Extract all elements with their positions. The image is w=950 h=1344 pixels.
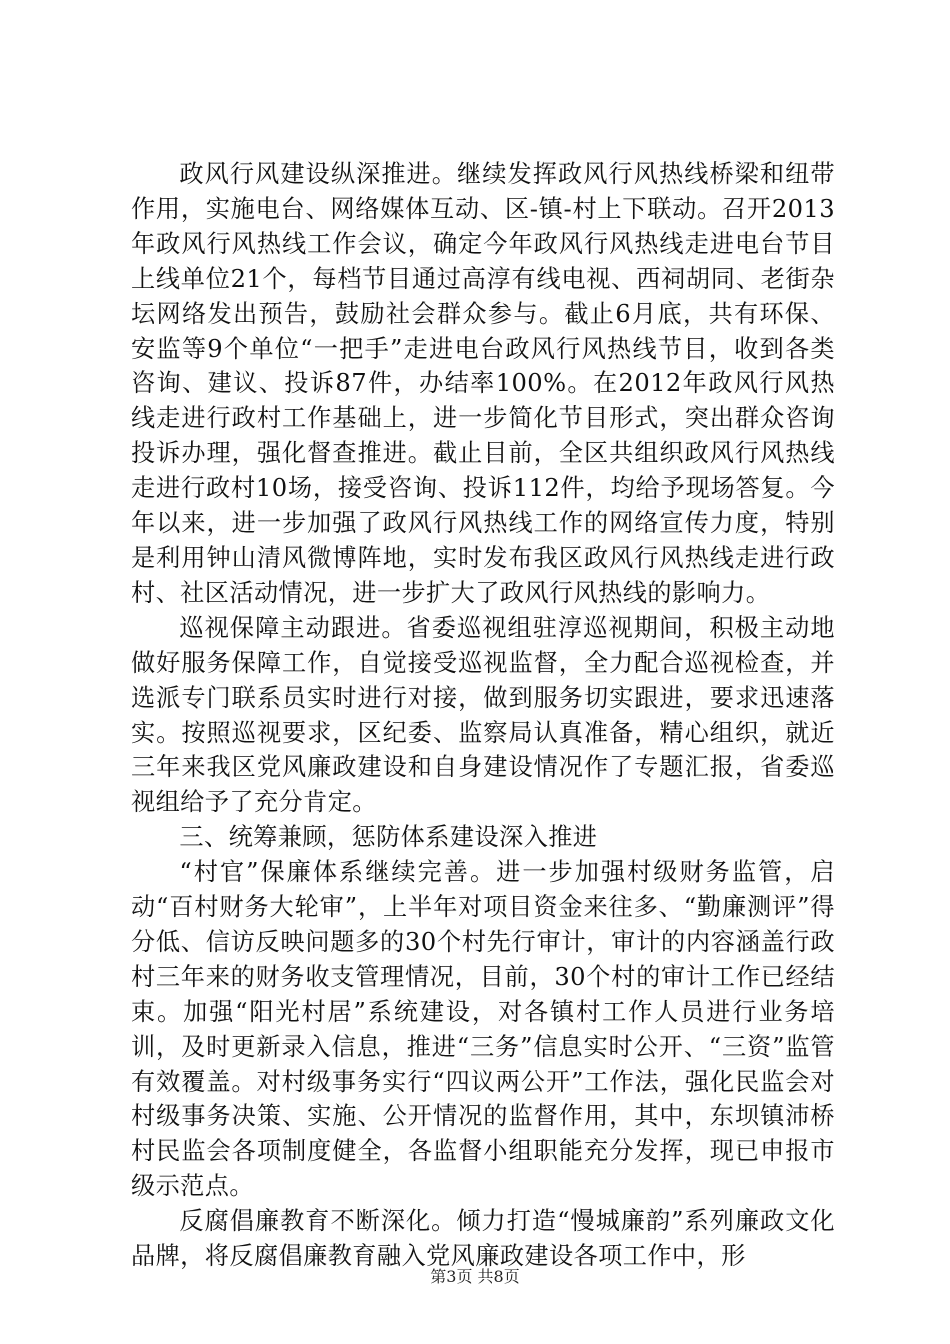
document-body	[131, 157, 835, 1274]
paragraph-style-hotline: 政风行风建设纵深推进。继续发挥政风行风热线桥梁和纽带作用，实施电台、网络媒体互动、区-镇-村上下联动。召开2013年政风行风热线工作会议，确定今年政风行风热线走进电台节目上线单位21个，每档节目通过高淳有线电视、西祠胡同、老街杂坛网络发出预告，鼓励社会群众参与。截止6月底，共有环保、安监等9个单位“一把手”走进电台政风行风热线节目，收到各类咨询、建议、投诉87件，办结率100%。在2012年政风行风热线走进行政村工作基础上，进一步简化节目形式，突出群众咨询投诉办理，强化督查推进。截止目前，全区共组织政风行风热线走进行政村10场，接受咨询、投诉112件，均给予现场答复。今年以来，进一步加强了政风行风热线工作的网络宣传力度，特别是利用钟山清风微博阵地，实时发布我区政风行风热线走进行政村、社区活动情况，进一步扩大了政风行风热线的影响力。	[131, 160, 835, 607]
section-heading: 三、统筹兼顾，惩防体系建设深入推进	[179, 823, 598, 852]
page-number: 第3页 共8页	[430, 1267, 520, 1286]
paragraph-village-officials: “村官”保廉体系继续完善。进一步加强村级财务监管，启动“百村财务大轮审”，上半年对项目资金来往多、“勤廉测评”得分低、信访反映问题多的30个村先行审计，审计的内容涵盖行政村三年来的财务收支管理情况，目前，30个村的审计工作已经结束。加强“阳光村居”系统建设，对各镇村工作人员进行业务培训，及时更新录入信息，推进“三务”信息实时公开、“三资”监管有效覆盖。对村级事务实行“四议两公开”工作法，强化民监会对村级事务决策、实施、公开情况的监督作用，其中，东坝镇沛桥村民监会各项制度健全，各监督小组职能充分发挥，现已申报市级示范点。	[131, 858, 835, 1201]
paragraph-inspection-support: 巡视保障主动跟进。省委巡视组驻淳巡视期间，积极主动地做好服务保障工作，自觉接受巡视监督，全力配合巡视检查，并选派专门联系员实时进行对接，做到服务切实跟进，要求迅速落实。按照巡视要求，区纪委、监察局认真准备，精心组织，就近三年来我区党风廉政建设和自身建设情况作了专题汇报，省委巡视组给予了充分肯定。	[131, 613, 835, 817]
paragraph-anticorruption-education: 反腐倡廉教育不断深化。倾力打造“慢城廉韵”系列廉政文化品牌，将反腐倡廉教育融入党风廉政建设各项工作中，形	[131, 1207, 835, 1271]
page-footer	[0, 1267, 950, 1287]
